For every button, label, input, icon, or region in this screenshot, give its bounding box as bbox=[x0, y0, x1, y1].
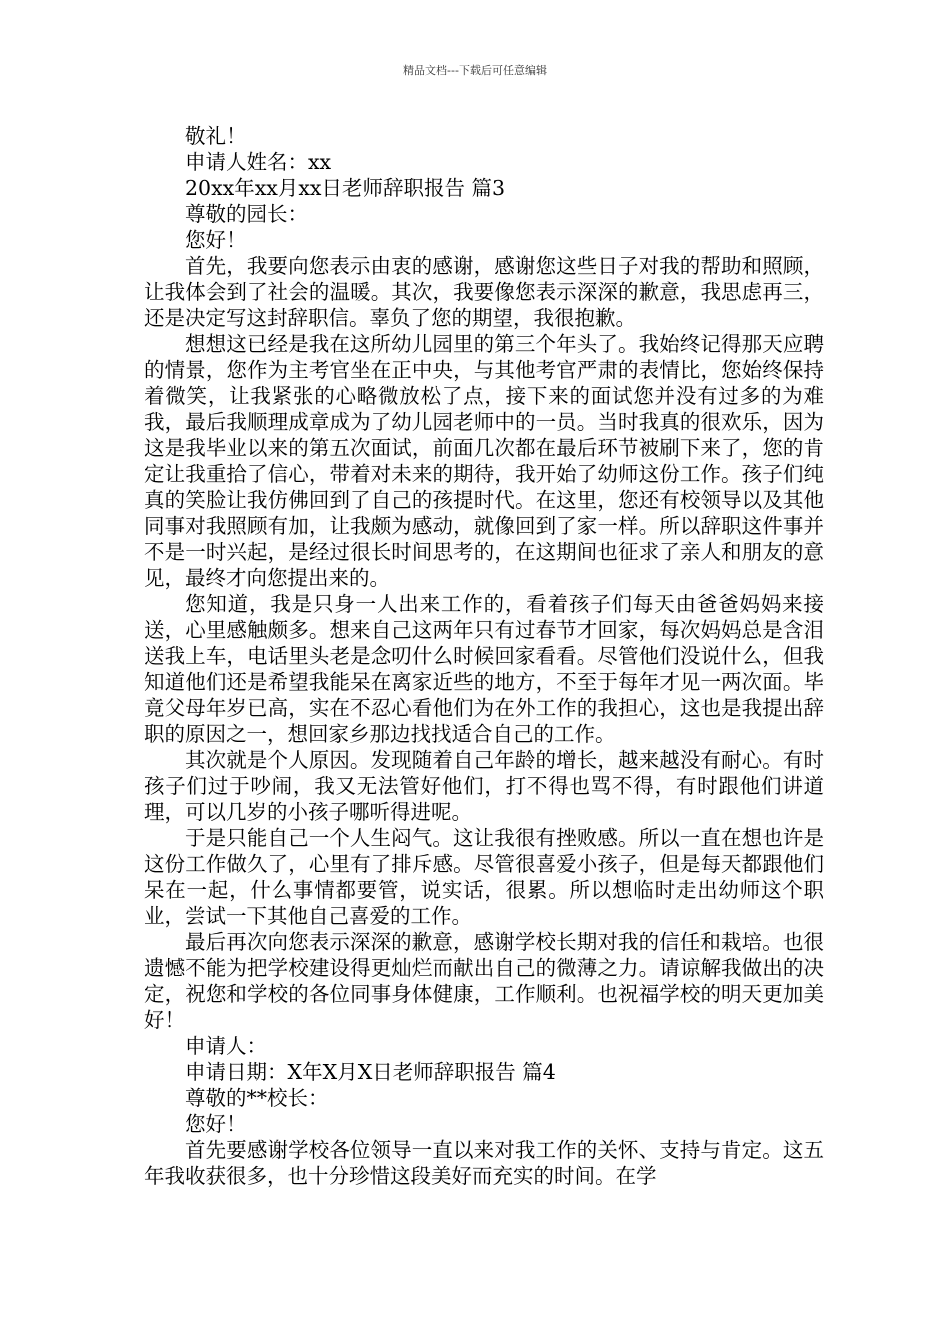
report-4-title: 申请日期：X年X月X日老师辞职报告 篇4 bbox=[185, 1060, 556, 1084]
paragraph: 最后再次向您表示深深的歉意，感谢学校长期对我的信任和栽培。也很遗憾不能为把学校建设得更灿烂而献出自己的微薄之力。请谅解我做出的决定，祝您和学校的各位同事身体健康，工作顺利。也祝福学校的明天更加美好！ bbox=[144, 930, 824, 1032]
paragraph: 首先，我要向您表示由衷的感谢，感谢您这些日子对我的帮助和照顾，让我体会到了社会的温暖。其次，我要像您表示深深的歉意，我思虑再三，还是决定写这封辞职信。辜负了您的期望，我很抱歉。 bbox=[144, 254, 824, 330]
greeting-3: 您好！ bbox=[185, 228, 247, 252]
applicant-line: 申请人： bbox=[185, 1034, 267, 1058]
applicant-name-line: 申请人姓名：xx bbox=[185, 150, 332, 174]
paragraph: 首先要感谢学校各位领导一直以来对我工作的关怀、支持与肯定。这五年我收获很多，也十分珍惜这段美好而充实的时间。在学 bbox=[144, 1138, 824, 1188]
paragraph: 想想这已经是我在这所幼儿园里的第三个年头了。我始终记得那天应聘的情景，您作为主考官坐在正中央，与其他考官严肃的表情比，您始终保持着微笑，让我紧张的心略微放松了点，接下来的面试您并没有过多的为难我，最后我顺理成章成为了幼儿园老师中的一员。当时我真的很欢乐，因为这是我毕业以来的第五次面试，前面几次都在最后环节被刷下来了，您的肯定让我重拾了信心，带着对未来的期待，我开始了幼师这份工作。孩子们纯真的笑脸让我仿佛回到了自己的孩提时代。在这里，您还有校领导以及其他同事对我照顾有加，让我颇为感动，就像回到了家一样。所以辞职这件事并不是一时兴起，是经过很长时间思考的，在这期间也征求了亲人和朋友的意见，最终才向您提出来的。 bbox=[144, 332, 824, 590]
page-header: 精品文档---下载后可任意编辑 bbox=[403, 64, 547, 77]
paragraph: 于是只能自己一个人生闷气。这让我很有挫败感。所以一直在想也许是这份工作做久了，心里有了排斥感。尽管很喜爱小孩子，但是每天都跟他们呆在一起，什么事情都要管，说实话，很累。所以想临时走出幼师这个职业，尝试一下其他自己喜爱的工作。 bbox=[144, 826, 824, 928]
greeting-4: 您好！ bbox=[185, 1112, 247, 1136]
paragraph: 您知道，我是只身一人出来工作的，看着孩子们每天由爸爸妈妈来接送，心里感触颇多。想来自己这两年只有过春节才回家，每次妈妈总是含泪送我上车，电话里头老是念叨什么时候回家看看。尽管他们没说什么，但我知道他们还是希望我能呆在离家近些的地方，不至于每年才见一两次面。毕竟父母年岁已高，实在不忍心看他们为在外工作的我担心，这也是我提出辞职的原因之一，想回家乡那边找找适合自己的工作。 bbox=[144, 592, 824, 746]
salutation-3: 尊敬的园长： bbox=[185, 202, 308, 226]
paragraph: 其次就是个人原因。发现随着自己年龄的增长，越来越没有耐心。有时孩子们过于吵闹，我又无法管好他们，打不得也骂不得，有时跟他们讲道理，可以几岁的小孩子哪听得进呢。 bbox=[144, 748, 824, 824]
document-body bbox=[144, 123, 824, 1189]
report-3-title: 20xx年xx月xx日老师辞职报告 篇3 bbox=[185, 176, 506, 200]
salutation-4: 尊敬的**校长： bbox=[185, 1086, 329, 1110]
closing-salute: 敬礼！ bbox=[185, 124, 247, 148]
